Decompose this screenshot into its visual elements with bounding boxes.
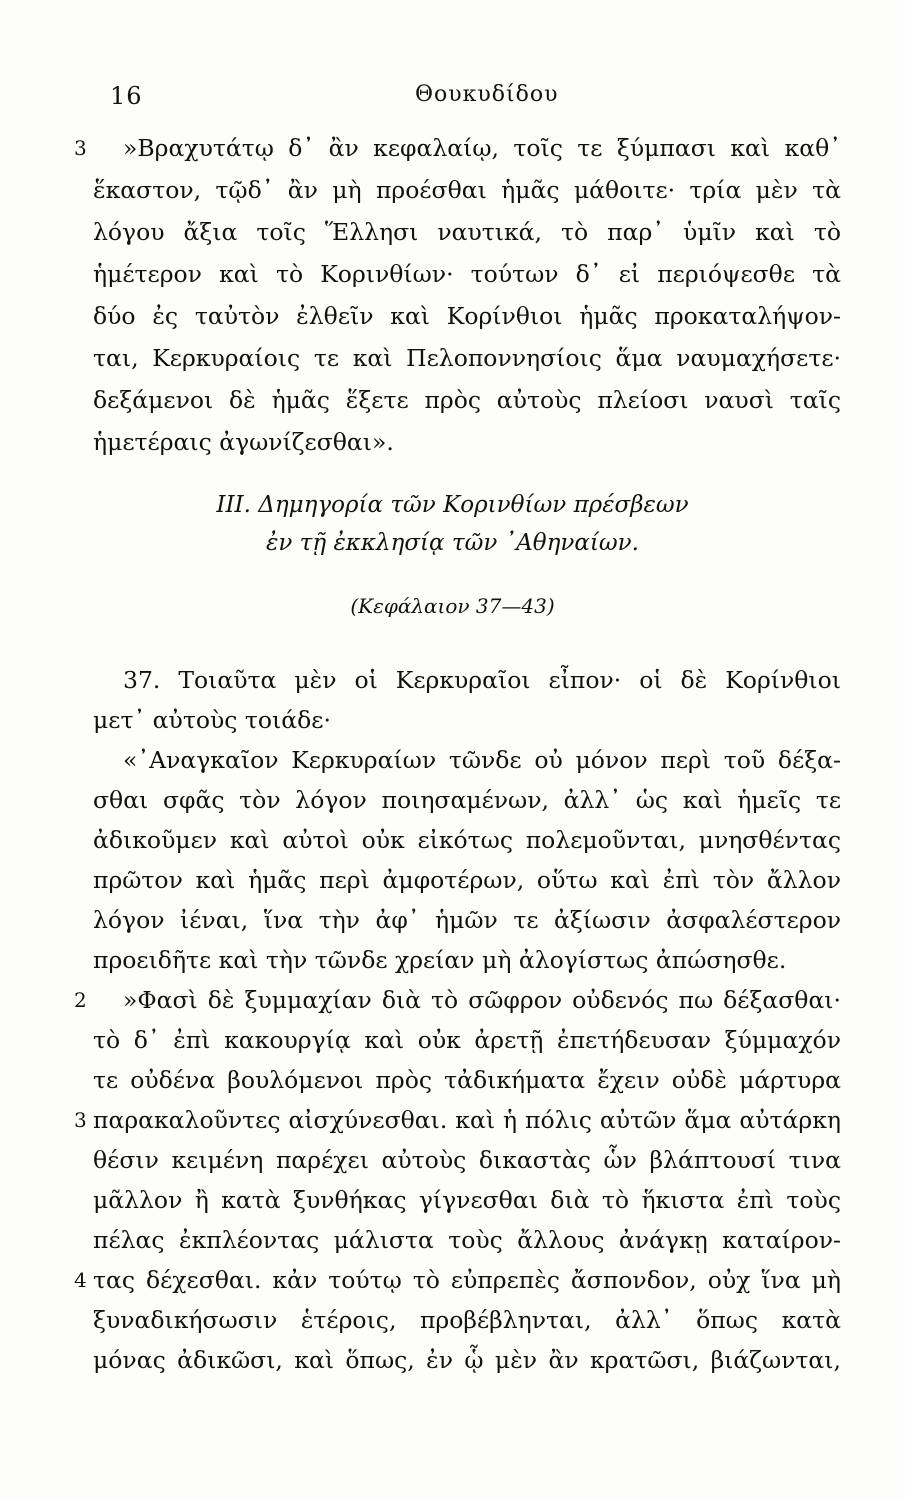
text-line: θέσιν κειμένη παρέχει αὐτοὺς δικαστὰς ὧν βλάπτουσί τινα <box>93 1146 841 1174</box>
text-line: μόνας ἀδικῶσι, καὶ ὅπως, ἐν ᾧ μὲν ἂν κρατῶσι, βιάζωνται, <box>93 1346 841 1374</box>
text-line: μετ᾽ αὐτοὺς τοιάδε· <box>93 706 331 734</box>
text-line: «᾽Αναγκαῖον Κερκυραίων τῶνδε οὐ μόνον περὶ τοῦ δέξα- <box>123 746 841 774</box>
chapter-range: (Κεφάλαιον 37—43) <box>350 594 555 618</box>
text-line: »Βραχυτάτῳ δ᾽ ἂν κεφαλαίῳ, τοῖς τε ξύμπασι καὶ καθ᾽ <box>123 134 841 162</box>
page-header <box>110 82 810 112</box>
page-number: 16 <box>110 82 143 110</box>
text-line: ἡμέτερον καὶ τὸ Κορινθίων· τούτων δ᾽ εἰ περιόψεσθε τὰ <box>93 260 841 288</box>
margin-section-number: 4 <box>74 1268 87 1292</box>
text-line: τας δέχεσθαι. κἀν τούτῳ τὸ εὐπρεπὲς ἄσπονδον, οὐχ ἵνα μὴ <box>93 1266 841 1294</box>
margin-section-number: 3 <box>74 1108 87 1132</box>
text-line: 37. Τοιαῦτα μὲν οἱ Κερκυραῖοι εἶπον· οἱ δὲ Κορίνθιοι <box>123 666 841 694</box>
text-line: προειδῆτε καὶ τὴν τῶνδε χρείαν μὴ ἀλογίστως ἀπώσησθε. <box>93 946 787 974</box>
text-line: παρακαλοῦντες αἰσχύνεσθαι. καὶ ἡ πόλις αὐτῶν ἅμα αὐτάρκη <box>93 1106 841 1134</box>
text-line: λόγου ἄξια τοῖς Ἕλλησι ναυτικά, τὸ παρ᾽ ὑμῖν καὶ τὸ <box>93 218 841 246</box>
running-title: Θουκυδίδου <box>415 82 559 107</box>
text-line: σθαι σφᾶς τὸν λόγον ποιησαμένων, ἀλλ᾽ ὡς καὶ ἡμεῖς τε <box>93 786 841 814</box>
text-line: ἀδικοῦμεν καὶ αὐτοὶ οὐκ εἰκότως πολεμοῦνται, μνησθέντας <box>93 826 841 854</box>
text-line: πέλας ἐκπλέοντας μάλιστα τοὺς ἄλλους ἀνάγκῃ καταίρον- <box>93 1226 841 1254</box>
text-line: δεξάμενοι δὲ ἡμᾶς ἕξετε πρὸς αὐτοὺς πλείοσι ναυσὶ ταῖς <box>93 386 841 414</box>
margin-section-number: 3 <box>74 136 87 160</box>
text-line: δύο ἐς ταὐτὸν ἐλθεῖν καὶ Κορίνθιοι ἡμᾶς προκαταλήψον- <box>93 302 841 330</box>
text-line: πρῶτον καὶ ἡμᾶς περὶ ἀμφοτέρων, οὕτω καὶ ἐπὶ τὸν ἄλλον <box>93 866 841 894</box>
text-line: λόγον ἰέναι, ἵνα τὴν ἀφ᾽ ἡμῶν τε ἀξίωσιν ἀσφαλέστερον <box>93 906 841 934</box>
text-line: τὸ δ᾽ ἐπὶ κακουργίᾳ καὶ οὐκ ἀρετῇ ἐπετήδευσαν ξύμμαχόν <box>93 1026 841 1054</box>
text-line: ται, Κερκυραίοις τε καὶ Πελοποννησίοις ἅμα ναυμαχήσετε· <box>93 344 841 372</box>
text-line: ἕκαστον, τῷδ᾽ ἂν μὴ προέσθαι ἡμᾶς μάθοιτε· τρία μὲν τὰ <box>93 176 841 204</box>
text-line: μᾶλλον ἢ κατὰ ξυνθήκας γίγνεσθαι διὰ τὸ ἥκιστα ἐπὶ τοὺς <box>93 1186 841 1214</box>
text-line: »Φασὶ δὲ ξυμμαχίαν διὰ τὸ σῶφρον οὐδενός πω δέξασθαι· <box>123 986 841 1014</box>
text-line: τε οὐδένα βουλόμενοι πρὸς τἀδικήματα ἔχειν οὐδὲ μάρτυρα <box>93 1066 841 1094</box>
section-heading-line-1: III. Δημηγορία τῶν Κορινθίων πρέσβεων <box>216 492 689 518</box>
text-line: ξυναδικήσωσιν ἑτέροις, προβέβληνται, ἀλλ᾽ ὅπως κατὰ <box>93 1306 841 1334</box>
section-heading-line-2: ἐν τῇ ἐκκλησίᾳ τῶν ᾽Αθηναίων. <box>266 530 639 556</box>
text-line: ἡμετέραις ἀγωνίζεσθαι». <box>93 428 394 456</box>
margin-section-number: 2 <box>74 988 87 1012</box>
